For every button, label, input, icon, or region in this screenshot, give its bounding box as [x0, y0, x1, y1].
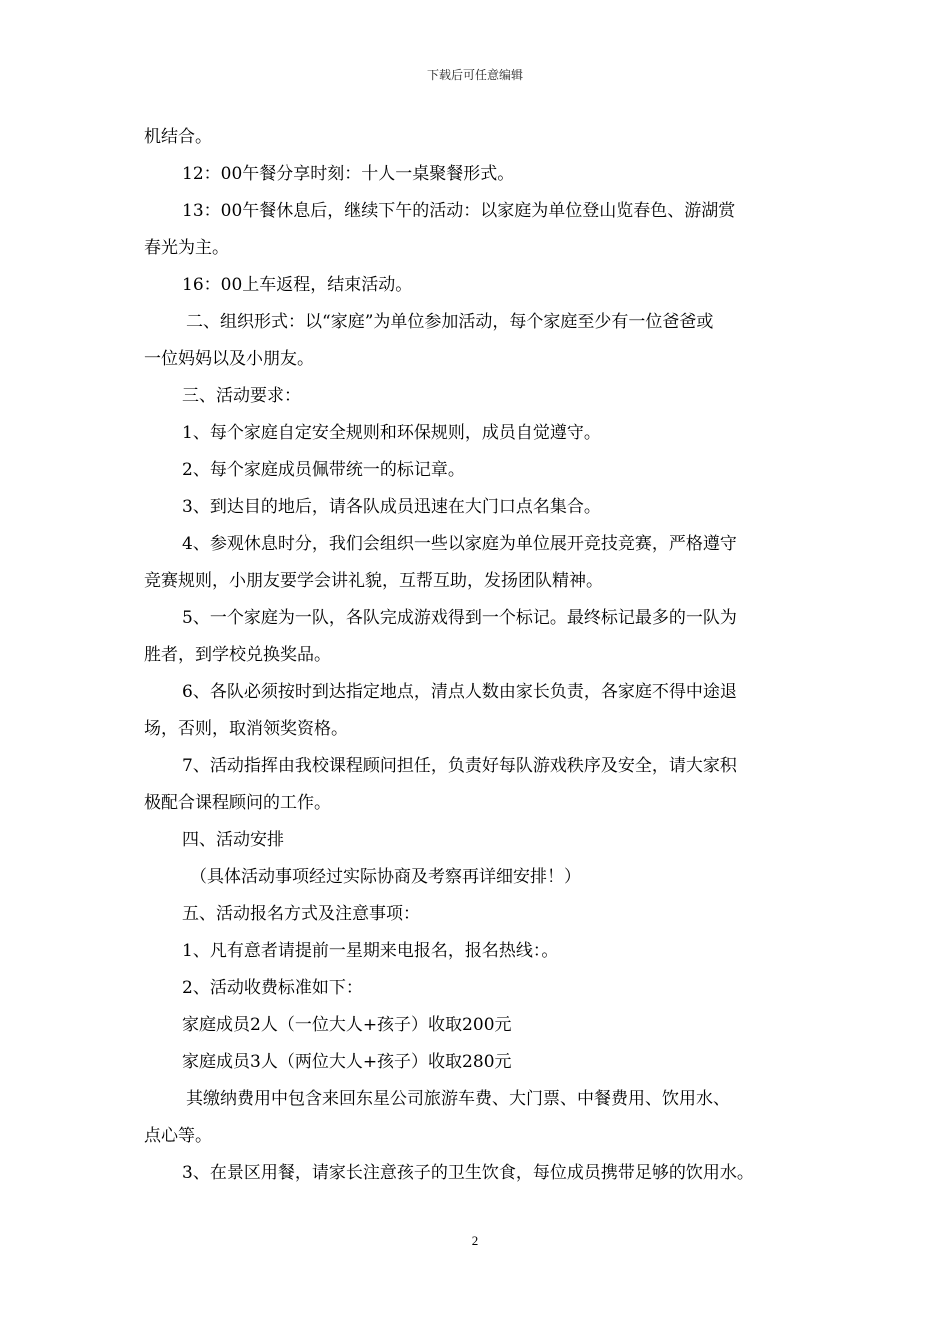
paragraph-line: 12：00午餐分享时刻：十人一桌聚餐形式。 [182, 164, 515, 184]
list-item: 2、活动收费标准如下： [182, 978, 363, 998]
list-item: 2、每个家庭成员佩带统一的标记章。 [182, 460, 465, 480]
paragraph-line: 极配合课程顾问的工作。 [144, 793, 331, 813]
fee-line: 家庭成员3人（两位大人+孩子）收取280元 [182, 1052, 512, 1072]
list-item: 1、每个家庭自定安全规则和环保规则，成员自觉遵守。 [182, 423, 601, 443]
paragraph-line: 胜者，到学校兑换奖品。 [144, 645, 331, 665]
list-item: 5、一个家庭为一队，各队完成游戏得到一个标记。最终标记最多的一队为 [182, 608, 737, 628]
paragraph-line: 点心等。 [144, 1126, 212, 1146]
list-item: 7、活动指挥由我校课程顾问担任，负责好每队游戏秩序及安全，请大家积 [182, 756, 737, 776]
list-item: 4、参观休息时分，我们会组织一些以家庭为单位展开竞技竞赛，严格遵守 [182, 534, 737, 554]
list-item: 6、各队必须按时到达指定地点，清点人数由家长负责，各家庭不得中途退 [182, 682, 737, 702]
paragraph-line: （具体活动事项经过实际协商及考察再详细安排！） [190, 867, 581, 887]
paragraph-line: 一位妈妈以及小朋友。 [144, 349, 314, 369]
section-heading: 五、活动报名方式及注意事项： [182, 904, 420, 924]
paragraph-line: 其缴纳费用中包含来回东星公司旅游车费、大门票、中餐费用、饮用水、 [186, 1089, 730, 1109]
section-heading: 四、活动安排 [182, 830, 284, 850]
section-heading: 二、组织形式：以“家庭”为单位参加活动，每个家庭至少有一位爸爸或 [186, 312, 714, 332]
fee-line: 家庭成员2人（一位大人+孩子）收取200元 [182, 1015, 512, 1035]
list-item: 3、到达目的地后，请各队成员迅速在大门口点名集合。 [182, 497, 601, 517]
section-heading: 三、活动要求： [182, 386, 301, 406]
paragraph-line: 13：00午餐休息后，继续下午的活动：以家庭为单位登山览春色、游湖赏 [182, 201, 736, 221]
page-header: 下载后可任意编辑 [426, 68, 523, 82]
list-item: 1、凡有意者请提前一星期来电报名，报名热线：。 [182, 941, 559, 961]
paragraph-line: 16：00上车返程，结束活动。 [182, 275, 413, 295]
paragraph-line: 春光为主。 [144, 238, 229, 258]
paragraph-line: 机结合。 [144, 127, 212, 147]
paragraph-line: 竞赛规则，小朋友要学会讲礼貌，互帮互助，发扬团队精神。 [144, 571, 603, 591]
list-item: 3、在景区用餐，请家长注意孩子的卫生饮食，每位成员携带足够的饮用水。 [182, 1163, 754, 1183]
paragraph-line: 场，否则，取消领奖资格。 [144, 719, 348, 739]
page-number: 2 [471, 1233, 479, 1248]
